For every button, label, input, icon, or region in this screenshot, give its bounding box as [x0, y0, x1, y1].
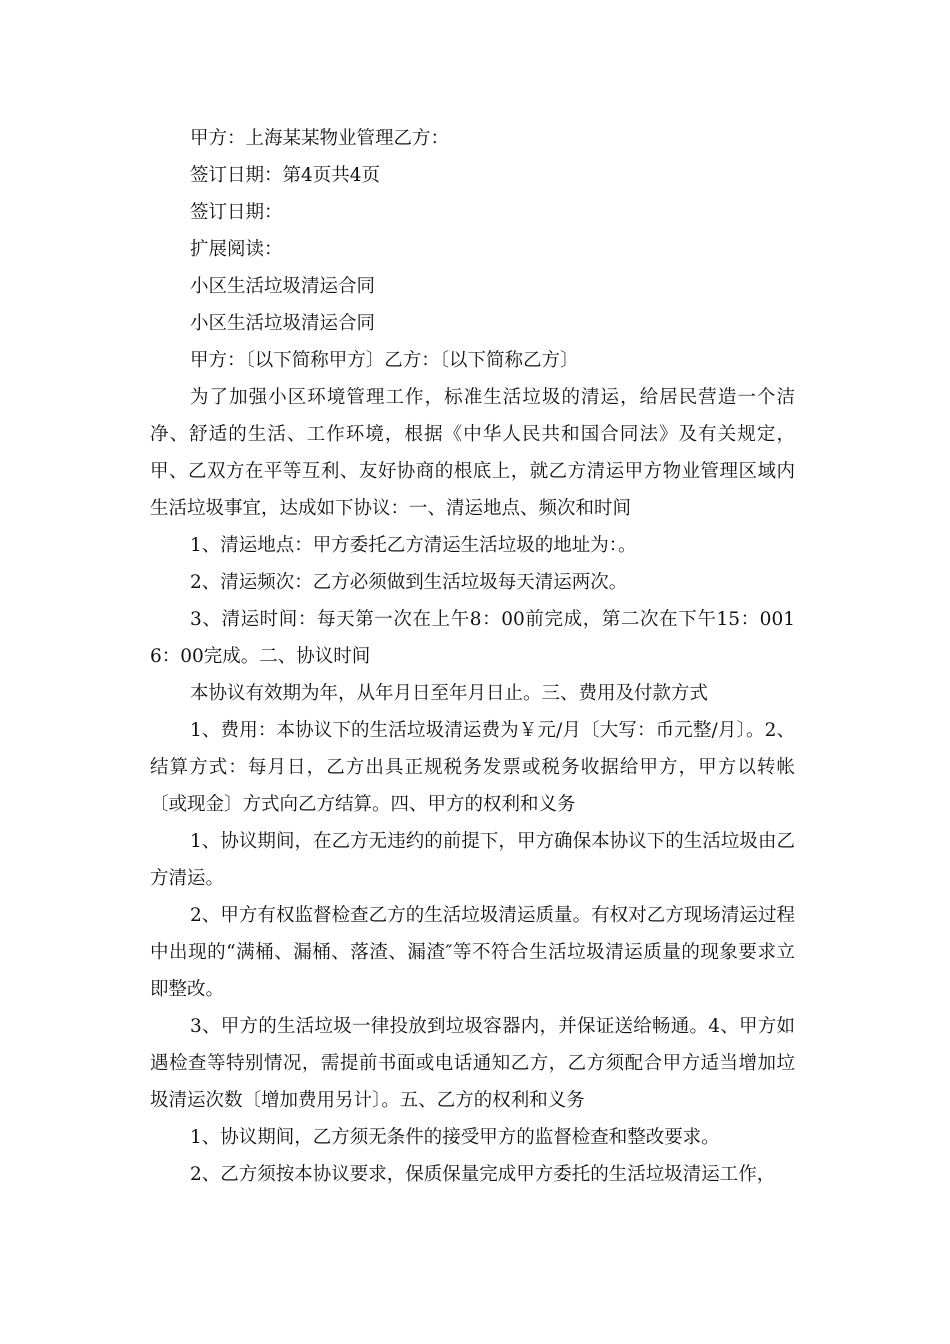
- preamble-paragraph: 为了加强小区环境管理工作，标准生活垃圾的清运，给居民营造一个洁净、舒适的生活、工作环境，根据《中华人民共和国合同法》及有关规定，甲、乙双方在平等互利、友好协商的根底上，就乙方清运甲方物业管理区域内生活垃圾事宜，达成如下协议：一、清运地点、频次和时间: [150, 387, 795, 519]
- clause-party-b-1: 1、协议期间，乙方须无条件的接受甲方的监督检查和整改要求。: [190, 1127, 720, 1148]
- clause-party-b-2: 2、乙方须按本协议要求，保质保量完成甲方委托的生活垃圾清运工作，: [190, 1164, 776, 1185]
- clause-time: 3、清运时间：每天第一次在上午8：00前完成，第二次在下午15：0016：00完成。二、协议时间: [150, 609, 795, 667]
- signing-date-line: 签订日期：: [190, 202, 283, 223]
- contract-title-repeat: 小区生活垃圾清运合同: [190, 313, 376, 334]
- clause-party-a-3-4: 3、甲方的生活垃圾一律投放到垃圾容器内，并保证送给畅通。4、甲方如遇检查等特别情况，需提前书面或电话通知乙方，乙方须配合甲方适当增加垃圾清运次数〔增加费用另计〕。五、乙方的权利和义务: [150, 1016, 795, 1111]
- clause-party-a-2: 2、甲方有权监督检查乙方的生活垃圾清运质量。有权对乙方现场清运过程中出现的“满桶、漏桶、落渣、漏渣″等不符合生活垃圾清运质量的现象要求立即整改。: [150, 905, 795, 1000]
- clause-validity: 本协议有效期为年，从年月日至年月日止。三、费用及付款方式: [190, 683, 709, 704]
- document-body: [150, 120, 795, 1193]
- clause-fee-settlement: 1、费用：本协议下的生活垃圾清运费为￥元/月〔大写：币元整/月〕。2、结算方式：每月日，乙方出具正规税务发票或税务收据给甲方，甲方以转帐〔或现金〕方式向乙方结算。四、甲方的权利和义务: [150, 720, 795, 815]
- parties-line: 甲方：〔以下简称甲方〕乙方：〔以下简称乙方〕: [190, 350, 579, 371]
- clause-frequency: 2、清运频次：乙方必须做到生活垃圾每天清运两次。: [190, 572, 628, 593]
- clause-party-a-1: 1、协议期间，在乙方无违约的前提下，甲方确保本协议下的生活垃圾由乙方清运。: [150, 831, 795, 889]
- signing-date-page-line: 签订日期：第4页共4页: [190, 165, 381, 186]
- extended-reading-label: 扩展阅读：: [190, 239, 283, 260]
- party-a-line: 甲方：上海某某物业管理乙方：: [190, 128, 450, 149]
- clause-location: 1、清运地点：甲方委托乙方清运生活垃圾的地址为：。: [190, 535, 637, 556]
- contract-title: 小区生活垃圾清运合同: [190, 276, 376, 297]
